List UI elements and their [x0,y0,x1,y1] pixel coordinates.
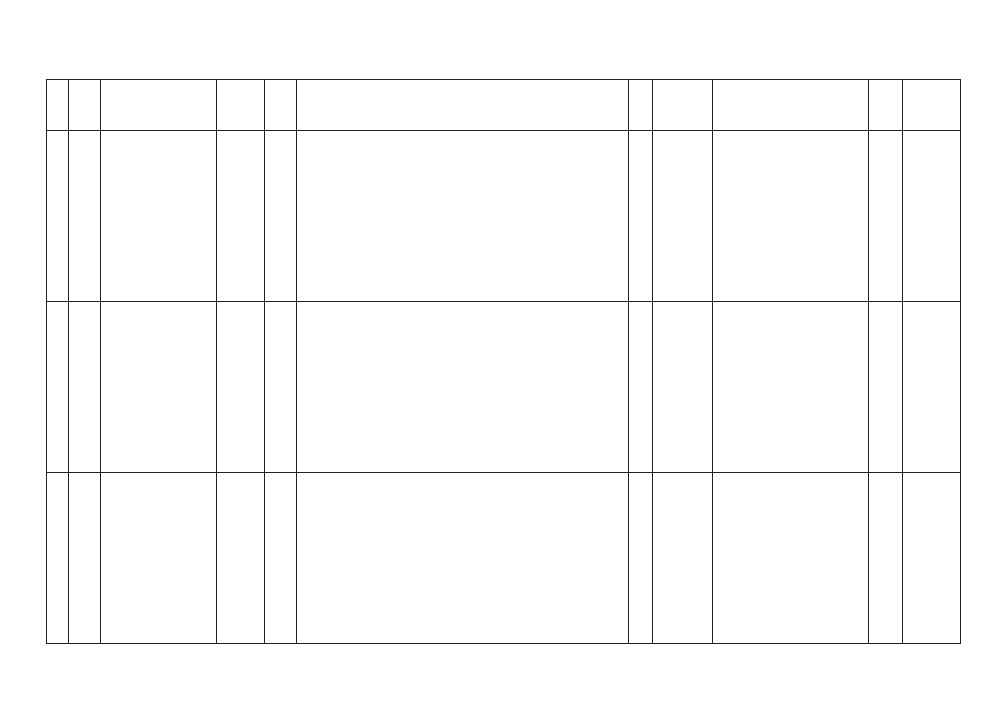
table-cell [47,473,69,644]
column-header [69,80,101,131]
table-cell [629,131,653,302]
table-cell [903,131,961,302]
table-cell [653,131,713,302]
table-cell [69,131,101,302]
table-cell [69,302,101,473]
table-cell [629,473,653,644]
table-cell [47,302,69,473]
table-cell [869,131,903,302]
table-row [47,131,961,302]
table-row [47,302,961,473]
table-cell [869,473,903,644]
table-cell [297,302,629,473]
table-cell [653,473,713,644]
table-cell [713,302,869,473]
table-cell [265,131,297,302]
table-cell [47,131,69,302]
table-cell [297,131,629,302]
table-cell [217,302,265,473]
table-cell [297,473,629,644]
table-row [47,473,961,644]
column-header [217,80,265,131]
table-cell [903,302,961,473]
column-header [265,80,297,131]
column-header [713,80,869,131]
column-header [869,80,903,131]
column-header [297,80,629,131]
table-cell [713,473,869,644]
table-cell [69,473,101,644]
column-header [101,80,217,131]
table-cell [903,473,961,644]
table-cell [217,473,265,644]
table-cell [713,131,869,302]
document-table [46,79,961,644]
table-cell [265,473,297,644]
table-cell [101,302,217,473]
column-header [653,80,713,131]
table-cell [265,302,297,473]
table-cell [217,131,265,302]
table-header-row [47,80,961,131]
table-cell [101,473,217,644]
table-cell [101,131,217,302]
table-cell [629,302,653,473]
table-cell [653,302,713,473]
table-cell [869,302,903,473]
column-header [47,80,69,131]
column-header [629,80,653,131]
column-header [903,80,961,131]
